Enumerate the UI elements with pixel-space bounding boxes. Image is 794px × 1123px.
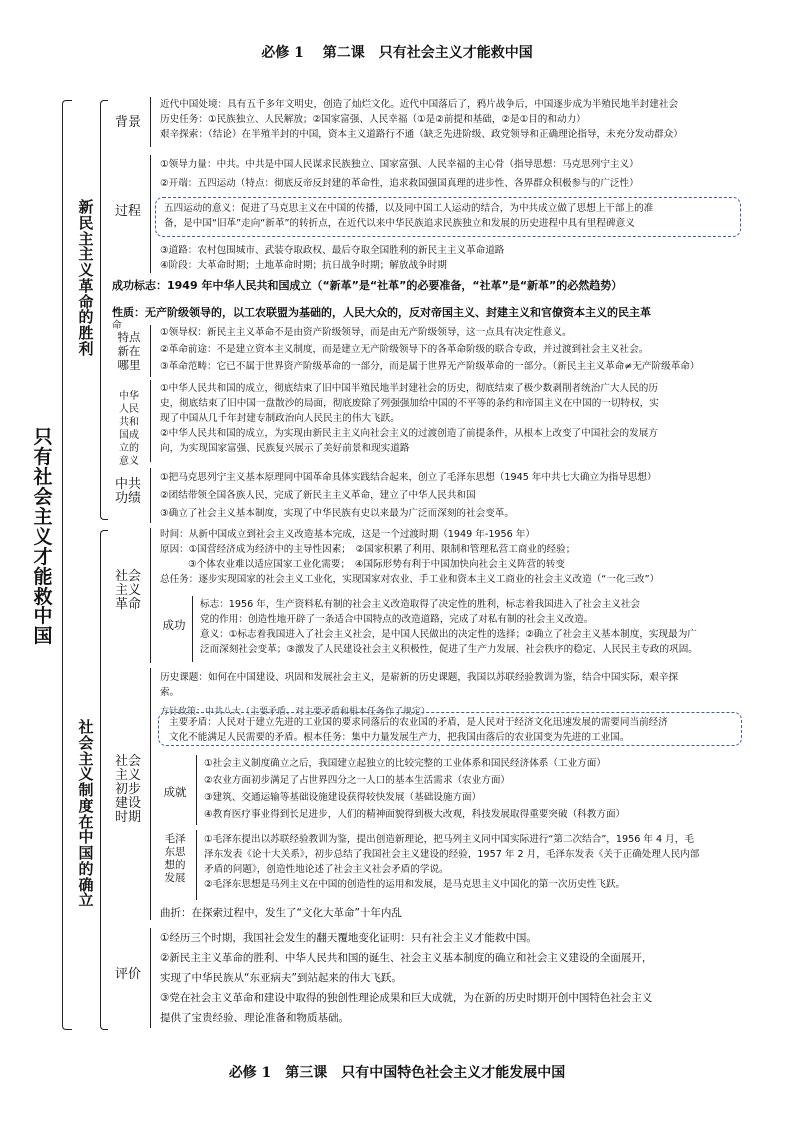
process-line-3: ③道路：农村包围城市、武装夺取政权、最后夺取全国胜利的新民主主义革命道路 (160, 245, 505, 256)
vertical-char: 的 (78, 308, 94, 327)
achievements-line (196, 755, 197, 825)
achievements-block (204, 756, 784, 822)
background-block (160, 97, 760, 142)
vertical-char: 民 (78, 213, 94, 232)
features-line-3: ③革命范畴：它已不属于世界资产阶级革命的一部分，而是属于世界无产阶级革命的一部分。（新民主主义革命≠无产阶级革命） (160, 361, 700, 372)
vertical-char: 新 (78, 198, 94, 216)
footer-title: 必修 1 第三课 只有中国特色社会主义才能发展中国 (228, 1065, 566, 1081)
setback: 曲折：在探索过程中，发生了“文化大革命”十年内乱 (160, 907, 402, 919)
vertical-char: 利 (78, 339, 94, 358)
vertical-char: 会 (78, 733, 94, 752)
revolution-success-block (200, 597, 780, 657)
revolution-line-4: 总任务：逐步实现国家的社会主义工业化，实现国家对农业、手工业和资本主义工商业的社会主义改造（“一化三改”） (160, 574, 660, 585)
background-line-3: 艰辛探索：（结论）在半殖半封的中国，资本主义道路行不通（缺乏先进阶级、政党领导和正确理论指导，未充分发动群众） (160, 129, 683, 140)
revolution-success-line-4: 泛而深刻社会变革；③激发了人民建设社会主义积极性，促进了生产力发展、社会秩序的稳定、人民民主专政的巩固。 (200, 644, 698, 655)
vertical-char: 会 (33, 485, 53, 508)
evaluation-line-2: ②新民主主义革命的胜利、中华人民共和国的诞生、社会主义基本制度的确立和社会主义建设的全面展开， (160, 952, 653, 964)
main-vertical-label (30, 428, 56, 647)
mao-line-2: 泽东发表《论十大关系》，初步总结了我国社会主义建设的经验，1957 年 2 月，毛泽东发表《关于正确处理人民内部 (204, 849, 700, 860)
nature: 性质：无产阶级领导的，以工农联盟为基础的，人民大众的，反对帝国主义、封建主义和官僚资本主义的民主革 (112, 306, 651, 319)
significance-line-5: 向，为实现国家富强、民族复兴展示了美好前景和现实道路 (160, 443, 410, 454)
page-title: 必修 1 第二课 只有社会主义才能救中国 (261, 45, 533, 61)
nature-tail: 命 (112, 320, 122, 331)
vertical-char: 的 (78, 859, 94, 878)
background-label: 背景 (114, 115, 141, 130)
revolution-success-label: 成功 (162, 618, 186, 632)
revolution-success-line-3: 意义：①标志着我国进入了社会主义社会，是中国人民做出的决定性的选择；②确立了社会主义基本制度，实现最为广 (200, 629, 697, 640)
achievement-1: ①社会主义制度确立之后，我国建立起独立的比较完整的工业体系和国民经济体系（工业方面） (204, 758, 606, 769)
exploration-line (150, 668, 151, 920)
process-line-2: ②开端：五四运动（特点：彻底反帝反封建的革命性，追求救国强国真理的进步性、各界群众积极参与的广泛性） (160, 178, 639, 189)
features-block (160, 325, 780, 374)
vertical-char: 制 (78, 781, 94, 799)
features-line-2: ②革命前途：不是建立资本主义制度，而是建立无产阶级领导下的各革命阶级的联合专政，并过渡到社会主义社会。 (160, 344, 649, 355)
process-block-2 (160, 243, 760, 273)
features-line (150, 325, 151, 377)
evaluation-label: 评价 (114, 967, 141, 982)
revolution-line-1: 时间：从新中国成立到社会主义改造基本完成，这是一个过渡时期（1949 年-1956 年） (160, 529, 535, 540)
part2-brace (100, 530, 108, 1030)
exploration-block (160, 670, 780, 700)
significance-line (150, 380, 151, 462)
vertical-char: 主 (78, 749, 94, 768)
significance-label: 中华 人民 共和 国成 立的 意义 (119, 391, 139, 467)
process-label: 过程 (114, 204, 141, 219)
main-brace (62, 100, 72, 1030)
achievement-3: ③建筑、交通运输等基础设施建设获得较快发展（基础设施方面） (204, 792, 482, 803)
mao-line (196, 830, 197, 900)
vertical-char: 只 (33, 426, 53, 448)
achievement-4: ④教育医疗事业得到长足进步，人们的精神面貌得到极大改观，科技发展取得重要突破（科教方面） (204, 809, 626, 820)
vertical-char: 社 (78, 718, 94, 736)
vertical-char: 救 (33, 585, 53, 608)
evaluation-block (160, 930, 780, 1026)
merits-line-2: ②团结带领全国各族人民，完成了新民主主义革命，建立了中华人民共和国 (160, 490, 476, 501)
process-line-1: ①领导力量：中共。中共是中国人民谋求民族独立、国家富强、人民幸福的主心骨（指导思想：马克思列宁主义） (160, 159, 639, 170)
vertical-char: 主 (78, 229, 94, 248)
vertical-char: 在 (78, 812, 94, 831)
mao-label: 毛泽 东思 想的 发展 (164, 833, 186, 884)
revolution-label: 社会 主义 革命 (114, 569, 141, 612)
vertical-char: 国 (33, 625, 53, 648)
vertical-char: 命 (78, 292, 94, 311)
vertical-char: 义 (78, 261, 94, 279)
evaluation-line-5: 提供了宝贵经验、理论准备和物质基础。 (160, 1012, 349, 1024)
vertical-char: 国 (78, 844, 94, 862)
evaluation-line (150, 928, 151, 1028)
vertical-char: 中 (78, 828, 94, 847)
merits-line-1: ①把马克思列宁主义基本原理同中国革命具体实践结合起来，创立了毛泽东思想（1945 年中共七大确立为指导思想） (160, 472, 657, 483)
process-block (160, 157, 760, 191)
vertical-char: 立 (78, 891, 94, 910)
may-fourth-box (155, 197, 741, 237)
achievement-2: ②农业方面初步满足了占世界四分之一人口的基本生活需求（农业方面） (204, 775, 511, 786)
vertical-char: 才 (33, 545, 53, 568)
merits-block (160, 470, 780, 521)
revolution-block (160, 527, 780, 587)
evaluation-line-1: ①经历三个时期，我国社会发生的翻天覆地变化证明：只有社会主义才能救中国。 (160, 932, 537, 944)
policy-line: 方针政策：中共八大（主要矛盾、对主要矛盾和根本任务作了规定） (160, 707, 431, 717)
vertical-char: 确 (78, 875, 94, 894)
mao-line-1: ①毛泽东提出以苏联经验教训为鉴，提出创造新理论，把马列主义同中国实际进行“第二次结合”，1956 年 4 月，毛 (204, 834, 694, 845)
significance-block (160, 381, 780, 456)
vertical-char: 社 (33, 465, 53, 488)
evaluation-line-3: 实现了中华民族从“东亚病夫”到站起来的伟大飞跃。 (160, 972, 402, 984)
merits-label: 中共 功绩 (114, 477, 141, 506)
mao-line-4: ②毛泽东思想是马列主义在中国的创造性的运用和发展，是马克思主义中国化的第一次历史性飞跃。 (204, 879, 626, 890)
exploration-line-2: 索。 (160, 687, 180, 698)
vertical-char: 义 (33, 525, 53, 548)
revolution-line-3: ③个体农业难以适应国家工业化需要； ④国际形势有利于中国加快向社会主义阵营的转变 (188, 559, 565, 570)
revolution-line (150, 528, 151, 663)
may-fourth-line-1: 五四运动的意义：促进了马克思主义在中国的传播，以及同中国工人运动的结合，为中共成立做了思想上干部上的准 (164, 203, 654, 214)
revolution-success-line-2: 党的作用：创造性地开辟了一条适合中国特点的改造道路，完成了对私有制的社会主义改造。 (200, 614, 594, 625)
revolution-success-line-1: 标志：1956 年，生产资料私有制的社会主义改造取得了决定性的胜利，标志着我国进入了社会主义社会 (200, 599, 640, 610)
evaluation-line-4: ③党在社会主义革命和建设中取得的独创性理论成果和巨大成就，为在新的历史时期开创中国特色社会主义 (160, 992, 653, 1004)
background-line-2: 历史任务：①民族独立、人民解放；②国家富强、人民幸福（①是②前提和基础，②是①目的和动力） (160, 114, 586, 125)
exploration-line-1: 历史课题：如何在中国建设、巩固和发展社会主义，是崭新的历史课题，我国以苏联经验教训为鉴，结合中国实际，艰辛探 (160, 672, 679, 683)
vertical-char: 革 (78, 276, 94, 295)
vertical-char: 有 (33, 445, 53, 468)
merits-line-3: ③确立了社会主义基本制度，实现了中华民族有史以来最为广泛而深刻的社会变革。 (160, 508, 514, 519)
vertical-char: 主 (33, 505, 53, 528)
contradiction-line-1: 主要矛盾：人民对于建立先进的工业国的要求同落后的农业国的矛盾，是人民对于经济文化迅速发展的需要同当前经济 (169, 717, 668, 728)
significance-line-2: 史，彻底结束了旧中国一盘散沙的局面，彻底废除了列强强加给中国的不平等的条约和帝国主义在中国的一切特权，实 (160, 398, 659, 409)
significance-line-1: ①中华人民共和国的成立，彻底结束了旧中国半殖民地半封建社会的历史，彻底结束了极少数剥削者统治广大人民的历 (160, 383, 658, 394)
vertical-char: 主 (78, 245, 94, 264)
significance-line-4: ②中华人民共和国的成立，为实现由新民主主义向社会主义的过渡创造了前提条件，从根本上改变了中国社会的发展方 (160, 428, 658, 439)
part1-brace (100, 100, 108, 520)
main-contradiction-box (158, 712, 742, 746)
success-sign: 成功标志：1949 年中华人民共和国成立（“新革”是“社革”的必要准备，“社革”是“新革”的必然趋势） (112, 279, 623, 292)
features-line-1: ①领导权：新民主主义革命不是由资产阶级领导，而是由无产阶级领导，这一点具有决定性意义。 (160, 327, 572, 338)
vertical-char: 能 (33, 565, 53, 588)
vertical-char: 义 (78, 765, 94, 784)
exploration-label: 社会 主义 初步 建设 时期 (114, 754, 141, 825)
mao-block (204, 832, 784, 892)
process-line (150, 155, 151, 273)
vertical-char: 度 (78, 796, 94, 815)
revolution-line-2: 原因：①国营经济成为经济中的主导性因素； ②国家积累了利用、限制和管理私营工商业的经验； (160, 544, 576, 555)
may-fourth-line-2: 备，是中国“旧革”走向“新革”的转折点，在近代以来中华民族追求民族独立和发展的历史进程中具有里程碑意义 (164, 218, 635, 229)
background-line (150, 97, 151, 147)
part2-vertical-label (76, 720, 96, 909)
vertical-char: 中 (33, 605, 53, 628)
merits-line (150, 468, 151, 523)
achievements-label: 成就 (163, 785, 187, 799)
mao-line-3: 矛盾的问题》，创造性地论述了社会主义社会矛盾的学说。 (204, 864, 449, 875)
revolution-success-line (192, 596, 193, 662)
vertical-char: 胜 (78, 324, 94, 342)
part1-vertical-label (76, 200, 96, 358)
contradiction-line-2: 文化不能满足人民需要的矛盾。根本任务：集中力量发展生产力，把我国由落后的农业国变为先进的工业国。 (169, 732, 630, 743)
process-line-4: ④阶段：大革命时期；土地革命时期；抗日战争时期；解放战争时期 (160, 260, 447, 271)
features-label: 特点 新在 哪里 (117, 330, 141, 372)
significance-line-3: 现了中国从几千年封建专制政治向人民民主的伟大飞跃。 (160, 413, 400, 424)
background-line-1: 近代中国处境：具有五千多年文明史，创造了灿烂文化。近代中国落后了，鸦片战争后，中国逐步成为半殖民地半封建社会 (160, 99, 679, 110)
